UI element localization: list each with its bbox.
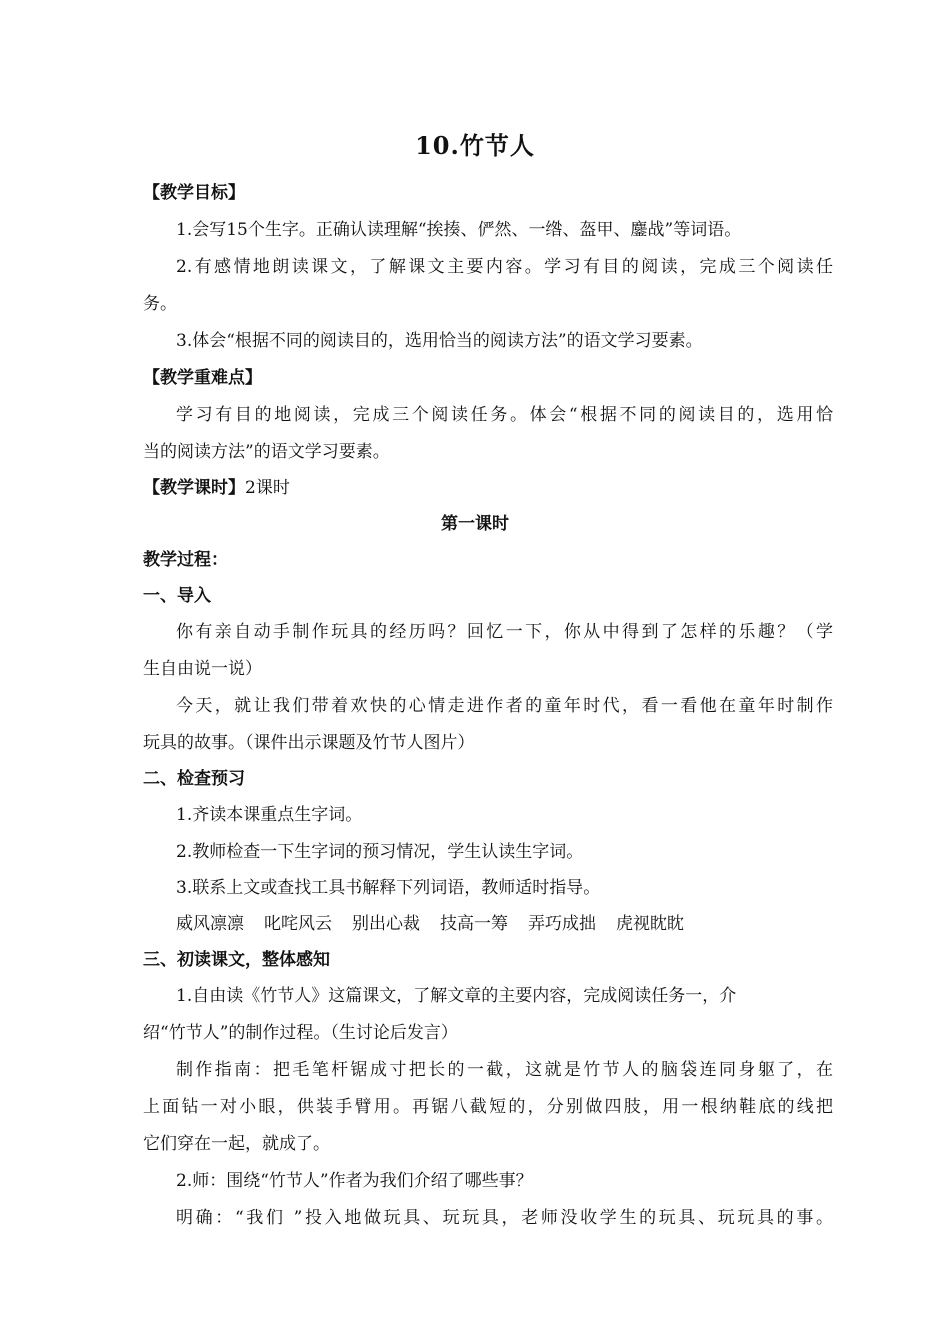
page-title: 10.竹节人 bbox=[415, 131, 535, 160]
vocabulary-word: 叱咤风云 bbox=[264, 914, 332, 934]
section-1-p1-line-2: 生自由说一说） bbox=[143, 659, 262, 679]
objective-item-2-line-1: 2.有感情地朗读课文，了解课文主要内容。学习有目的阅读，完成三个阅读任 bbox=[176, 257, 833, 277]
section-3-heading: 三、初读课文，整体感知 bbox=[143, 950, 330, 970]
section-1-p2-line-1: 今天，就让我们带着欢快的心情走进作者的童年时代，看一看他在童年时制作 bbox=[176, 696, 833, 716]
guide-line-2: 上面钻一对小眼，供装手臂用。再锯八截短的，分别做四肢，用一根纳鞋底的线把 bbox=[143, 1097, 833, 1117]
hours-heading: 【教学课时】 bbox=[143, 478, 245, 498]
lesson-title: 第一课时 bbox=[441, 514, 509, 534]
section-1-p2-line-2: 玩具的故事。（课件出示课题及竹节人图片） bbox=[143, 733, 475, 753]
vocabulary-word: 技高一筹 bbox=[440, 914, 508, 934]
section-1-heading: 一、导入 bbox=[143, 586, 211, 606]
vocabulary-word: 别出心裁 bbox=[352, 914, 420, 934]
section-2-item-1: 1.齐读本课重点生字词。 bbox=[176, 805, 363, 825]
key-points-line-1: 学习有目的地阅读，完成三个阅读任务。体会“根据不同的阅读目的，选用恰 bbox=[176, 405, 833, 425]
vocabulary-list bbox=[176, 912, 833, 936]
objective-item-3: 3.体会“根据不同的阅读目的，选用恰当的阅读方法”的语文学习要素。 bbox=[176, 331, 703, 351]
hours-line bbox=[143, 476, 833, 500]
objectives-heading: 【教学目标】 bbox=[143, 183, 245, 203]
section-3-item-2: 2.师：围绕“竹节人”作者为我们介绍了哪些事？ bbox=[176, 1171, 533, 1191]
guide-line-1: 制作指南：把毛笔杆锯成寸把长的一截，这就是竹节人的脑袋连同身躯了，在 bbox=[176, 1060, 833, 1080]
vocabulary-word: 弄巧成拙 bbox=[528, 914, 596, 934]
vocabulary-word: 虎视眈眈 bbox=[616, 914, 684, 934]
objective-item-2-line-2: 务。 bbox=[143, 294, 177, 314]
section-3-answer: 明确：“我们 ”投入地做玩具、玩玩具，老师没收学生的玩具、玩玩具的事。 bbox=[176, 1208, 833, 1228]
section-1-p1-line-1: 你有亲自动手制作玩具的经历吗？回忆一下，你从中得到了怎样的乐趣？（学 bbox=[176, 622, 833, 642]
hours-value: 2课时 bbox=[245, 478, 290, 498]
key-points-heading: 【教学重难点】 bbox=[143, 368, 262, 388]
vocabulary-word: 威风凛凛 bbox=[176, 914, 244, 934]
process-heading: 教学过程： bbox=[143, 550, 228, 570]
section-3-item-1-line-1: 1.自由读《竹节人》这篇课文，了解文章的主要内容，完成阅读任务一，介 bbox=[176, 986, 737, 1006]
section-2-heading: 二、检查预习 bbox=[143, 769, 245, 789]
section-2-item-2: 2.教师检查一下生字词的预习情况，学生认读生字词。 bbox=[176, 842, 584, 862]
key-points-line-2: 当的阅读方法”的语文学习要素。 bbox=[143, 442, 390, 462]
guide-line-3: 它们穿在一起，就成了。 bbox=[143, 1134, 330, 1154]
section-3-item-1-line-2: 绍“竹节人”的制作过程。（生讨论后发言） bbox=[143, 1023, 458, 1043]
objective-item-1: 1.会写15个生字。正确认读理解“挨揍、俨然、一绺、盔甲、鏖战”等词语。 bbox=[176, 220, 742, 240]
section-2-item-3: 3.联系上文或查找工具书解释下列词语，教师适时指导。 bbox=[176, 878, 601, 898]
